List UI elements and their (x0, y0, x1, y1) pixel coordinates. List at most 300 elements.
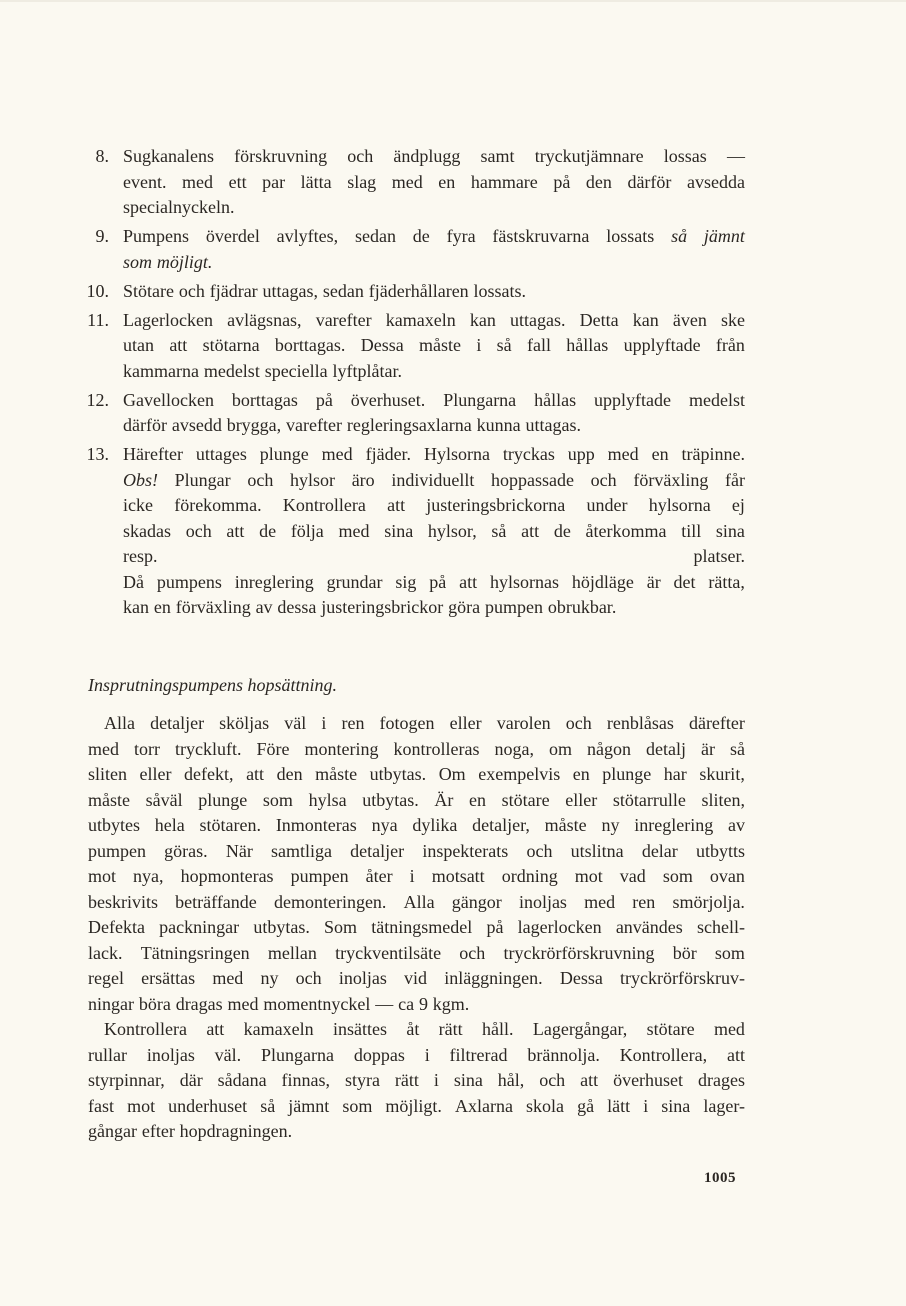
word: av (255, 597, 273, 617)
word: justeringsbrickor (321, 597, 444, 617)
text-line (88, 1094, 745, 1120)
word: jämnt (288, 1095, 330, 1116)
word: nya (371, 815, 398, 835)
section-heading: Insprutningspumpens hopsättning. (88, 675, 338, 695)
word: lagerlocken (517, 917, 602, 937)
word: jämnt (703, 226, 745, 246)
word: Om (438, 764, 466, 784)
word: på (315, 389, 333, 410)
word: från (715, 335, 745, 355)
word: vid (404, 968, 428, 988)
word: detaljer (150, 713, 205, 733)
word: under (586, 495, 628, 515)
word: hål, (497, 1070, 525, 1090)
word: Är (434, 789, 454, 810)
text-line (88, 1119, 745, 1145)
word: plunge (259, 444, 309, 464)
word: göras. (164, 840, 208, 861)
word: 9 (418, 993, 428, 1014)
word: Kontrollera (104, 1019, 187, 1039)
word: filtrerad (449, 1044, 508, 1065)
word: inoljas (518, 891, 567, 912)
word: med (212, 968, 244, 988)
word: Tätningsringen (140, 942, 250, 963)
word: sedan (354, 226, 396, 246)
list-item-number: 12. (86, 389, 109, 410)
word: rätta, (708, 571, 745, 592)
word: plunge (198, 789, 248, 810)
word: fjädrar (209, 280, 258, 301)
word: hammare (470, 171, 538, 192)
word: — (375, 993, 394, 1014)
text-line (123, 544, 745, 570)
word: Sugkanalens (123, 146, 214, 166)
word: ej (731, 495, 745, 515)
word: ett (228, 171, 247, 192)
word: skadas (123, 520, 171, 541)
word: brygga, (226, 415, 282, 435)
word: varefter (315, 309, 372, 330)
word: skola (526, 1095, 565, 1116)
word: måste (544, 815, 587, 835)
word: utbytas. (253, 917, 310, 937)
word: inläggningen. (444, 968, 543, 988)
word: lossats. (473, 280, 527, 301)
word: styrpinnar, (88, 1070, 165, 1090)
word: grundar (326, 571, 383, 592)
word: hylsa (308, 789, 347, 810)
word: att (521, 520, 540, 541)
word: lätt (607, 1095, 631, 1116)
page-number: 1005 (704, 1170, 736, 1186)
word: dessa (277, 597, 317, 617)
word: pumpens (156, 571, 222, 592)
word: rätt (438, 1019, 463, 1039)
word: Då (123, 571, 144, 592)
word: Kontrollera (282, 495, 366, 515)
word: doppas (353, 1044, 405, 1065)
word: återkomma (585, 520, 667, 541)
word: med (182, 171, 214, 192)
word: måste (315, 764, 358, 784)
word: möjligt. (385, 1095, 442, 1116)
word: fjäder. (365, 444, 412, 464)
word: delar (641, 840, 678, 861)
word: detalj (645, 738, 686, 759)
word: sina (384, 520, 414, 541)
word: utbytes (88, 815, 140, 835)
word: montering (304, 738, 379, 759)
word: på (553, 171, 571, 192)
word: upplyftade (623, 335, 701, 355)
word: att (727, 1044, 745, 1065)
word: stötare (501, 789, 550, 810)
word: beträffande (175, 891, 257, 912)
word: ren (632, 891, 656, 912)
word: och (459, 942, 486, 963)
word: att (226, 520, 245, 541)
word: gå (577, 1095, 595, 1116)
word: utan (123, 335, 154, 355)
word: och (565, 713, 592, 733)
text-line (123, 493, 745, 519)
text-line (88, 788, 745, 814)
word: får (725, 469, 745, 490)
word: samtliga (271, 840, 332, 861)
list-item (80, 442, 745, 621)
text-line (123, 413, 745, 439)
word: ändplugg (393, 146, 461, 166)
word: så (260, 1095, 276, 1116)
word: att (169, 335, 188, 355)
word: defekt, (184, 764, 234, 784)
word: utbytas. (362, 789, 419, 810)
word: utbytas. (369, 764, 427, 784)
word: därför (123, 415, 167, 435)
word: Plungar (174, 469, 231, 490)
word: pumpen (88, 840, 146, 861)
word: Pumpens (123, 226, 190, 246)
word: hylsornas (490, 571, 559, 592)
word: eller (139, 764, 172, 784)
word: lyftplåtar. (332, 360, 402, 381)
word: ca (398, 993, 415, 1014)
word: ren (341, 713, 365, 733)
word: ny (601, 815, 620, 835)
numbered-instruction-list (80, 144, 745, 624)
word: Obs! (123, 469, 158, 490)
text-line (88, 839, 745, 865)
word: varefter (286, 415, 342, 435)
word: med (607, 444, 639, 464)
text-line (88, 941, 745, 967)
word: en (153, 597, 171, 617)
word: är (700, 738, 715, 759)
word: som (714, 942, 745, 963)
word: sådana (217, 1070, 267, 1090)
text-line (123, 308, 745, 334)
word: torr (134, 738, 160, 759)
text-line (88, 1043, 745, 1069)
word: därför (627, 171, 672, 192)
word: sina (661, 1095, 691, 1116)
word: bör (672, 942, 697, 963)
word: finnas, (281, 1070, 331, 1090)
word: ordning (501, 866, 558, 886)
text-line (88, 864, 745, 890)
word: avlägsnas, (227, 309, 302, 330)
word: fyra (446, 226, 476, 246)
word: hoppassade (491, 469, 574, 490)
word: att (387, 495, 406, 515)
word: att (206, 1019, 225, 1039)
word: — (726, 146, 745, 166)
word: Hylsorna (423, 444, 490, 464)
word: även (672, 309, 707, 330)
word: och (526, 840, 553, 861)
word: uttagas. (510, 309, 566, 330)
word: ovan (709, 866, 745, 886)
word: ske (720, 309, 745, 330)
body-text (88, 711, 745, 1145)
word: varolen (496, 713, 551, 733)
list-item-number: 10. (86, 280, 109, 301)
text-line (88, 1017, 745, 1043)
word: kgm. (432, 993, 470, 1014)
text-line (123, 333, 745, 359)
word: och (178, 280, 205, 301)
word: packningar (159, 917, 240, 937)
word: Före (256, 738, 290, 759)
word: där (179, 1070, 203, 1090)
word: drages (697, 1070, 745, 1090)
word: pumpen (290, 866, 349, 886)
word: så (671, 226, 688, 246)
word: resp. (123, 546, 158, 566)
word: gångar (88, 1121, 137, 1141)
word: platser. (693, 546, 745, 566)
word: smörjolja. (672, 891, 745, 912)
word: av (728, 815, 745, 835)
word: Alla (403, 891, 435, 912)
word: att (580, 1070, 599, 1090)
word: böra (138, 993, 171, 1014)
word: förekomma. (174, 495, 262, 515)
text-line (123, 570, 745, 596)
word: på (429, 571, 447, 592)
word: tryckutjämnare (534, 146, 644, 166)
word: fotogen (379, 713, 435, 733)
word: slag (347, 171, 377, 192)
text-line (123, 279, 745, 305)
word: med (227, 993, 259, 1014)
word: hållas (566, 335, 609, 355)
word: borttagas (231, 389, 298, 410)
word: mellan (267, 942, 317, 963)
word: lack. (88, 942, 123, 963)
word: användes (615, 917, 683, 937)
word: utbytts (695, 840, 745, 861)
word: kamaxeln (243, 1019, 314, 1039)
word: ny (260, 968, 279, 988)
word: medelst (688, 389, 745, 410)
list-item (80, 144, 745, 221)
word: i (409, 866, 415, 886)
text-line (88, 915, 745, 941)
word: fast (88, 1095, 114, 1116)
list-item (80, 279, 745, 305)
list-item-number: 13. (86, 444, 109, 464)
word: Stötare (123, 280, 174, 301)
word: med (391, 171, 423, 192)
word: träpinne. (681, 444, 745, 464)
word: samt (480, 146, 515, 166)
word: detaljer, (472, 815, 530, 835)
word: är (646, 571, 661, 592)
word: måste (88, 789, 130, 810)
text-line (123, 519, 745, 545)
word: avlyftes, (276, 226, 339, 246)
word: tätningsmedel (371, 917, 473, 937)
word: vad (619, 866, 646, 886)
word: tryckrörförskruvning (503, 942, 655, 963)
word: äro (351, 469, 375, 490)
word: gängor (451, 891, 502, 912)
text-line (88, 762, 745, 788)
word: i (643, 1095, 649, 1116)
word: hållas (534, 389, 577, 410)
text-line (123, 144, 745, 170)
word: en (468, 789, 486, 810)
word: i (433, 1070, 439, 1090)
word: obrukbar. (547, 597, 617, 617)
word: tryckrörförskruv- (620, 968, 745, 988)
word: som (123, 251, 153, 272)
text-line (123, 468, 745, 494)
word: kan (469, 309, 496, 330)
word: Dessa (559, 968, 603, 988)
word: göra (448, 597, 481, 617)
word: Som (324, 917, 358, 937)
word: renblåsas (606, 713, 674, 733)
list-item-number: 8. (95, 146, 109, 166)
word: måste (419, 335, 462, 355)
word: mot (88, 866, 117, 886)
word: rullar (88, 1044, 127, 1065)
word: överhuset (613, 1070, 684, 1090)
word: beskrivits (88, 891, 158, 912)
word: och (247, 469, 274, 490)
word: sliten (88, 764, 127, 784)
word: specialnyckeln. (123, 197, 235, 217)
word: förväxling (175, 597, 251, 617)
word: styra (344, 1070, 380, 1090)
word: att (246, 764, 265, 784)
word: medelst (203, 360, 260, 381)
word: hela (154, 815, 185, 835)
word: momentnyckel (263, 993, 371, 1014)
word: kan (632, 309, 659, 330)
text-line (88, 966, 745, 992)
word: par (262, 171, 286, 192)
word: stötaren. (199, 815, 262, 835)
text-line (123, 442, 745, 468)
word: sina (715, 520, 745, 541)
word: Detta (579, 309, 619, 330)
text-line (88, 890, 745, 916)
word: har (663, 764, 687, 784)
word: speciella (264, 360, 328, 381)
word: på (486, 917, 504, 937)
word: och (185, 520, 212, 541)
word: hylsor, (427, 520, 477, 541)
word: åter (365, 866, 393, 886)
word: tryckluft. (175, 738, 242, 759)
word: förväxling (633, 469, 709, 490)
word: stötarna (202, 335, 260, 355)
word: Axlarna (454, 1095, 513, 1116)
word: med (88, 738, 119, 759)
word: det (673, 571, 696, 592)
word: så (729, 738, 745, 759)
word: lätta (300, 171, 332, 192)
paragraph (88, 1017, 745, 1145)
word: mot (127, 1095, 156, 1116)
word: Gavellocken (123, 389, 214, 410)
word: sig (395, 571, 417, 592)
word: Kontrollera, (619, 1044, 708, 1065)
word: Lagergångar, (532, 1019, 628, 1039)
text-line (88, 992, 745, 1018)
text-line (123, 170, 745, 196)
word: tryckas (502, 444, 555, 464)
word: sköljas (219, 713, 270, 733)
word: insättes (332, 1019, 387, 1039)
word: skurit, (699, 764, 745, 784)
word: inreglering (634, 815, 714, 835)
text-line (88, 813, 745, 839)
word: i (476, 335, 482, 355)
text-line (88, 711, 745, 737)
text-line (88, 1068, 745, 1094)
paragraph (88, 711, 745, 1017)
word: den (585, 171, 612, 192)
text-line (123, 595, 745, 621)
word: som (342, 1095, 373, 1116)
word: lossats (606, 226, 655, 246)
word: ningar (88, 993, 134, 1014)
word: kontrolleras (393, 738, 480, 759)
word: upp (567, 444, 595, 464)
word: Lagerlocken (123, 309, 213, 330)
word: efter (141, 1121, 175, 1141)
word: fästskruvarna (492, 226, 590, 246)
word: de (259, 520, 277, 541)
word: kamaxeln (385, 309, 456, 330)
word: hopdragningen. (179, 1121, 293, 1141)
word: fjäderhållaren (368, 280, 469, 301)
word: och (539, 1070, 566, 1090)
word: plunge (602, 764, 652, 784)
word: Plungarna (261, 1044, 334, 1065)
word: åt (406, 1019, 420, 1039)
word: hopmonteras (180, 866, 274, 886)
word: utslitna (570, 840, 624, 861)
list-item (80, 388, 745, 439)
word: eller (449, 713, 482, 733)
word: med (321, 444, 353, 464)
word: till (681, 520, 702, 541)
word: möjligt. (156, 251, 213, 272)
word: därefter (688, 713, 745, 733)
word: noga, (494, 738, 534, 759)
word: att (459, 571, 478, 592)
word: höjdläge (571, 571, 634, 592)
text-line (88, 737, 745, 763)
word: regel (88, 968, 124, 988)
word: dragas (175, 993, 223, 1014)
word: Härefter (123, 444, 183, 464)
text-line (123, 359, 745, 385)
word: borttagas. (274, 335, 346, 355)
word: såväl (145, 789, 183, 810)
word: de (412, 226, 430, 246)
word: rätt (394, 1070, 419, 1090)
word: Alla (104, 713, 135, 733)
text-line (123, 195, 745, 221)
word: Dessa (360, 335, 404, 355)
word: kunna (476, 415, 521, 435)
